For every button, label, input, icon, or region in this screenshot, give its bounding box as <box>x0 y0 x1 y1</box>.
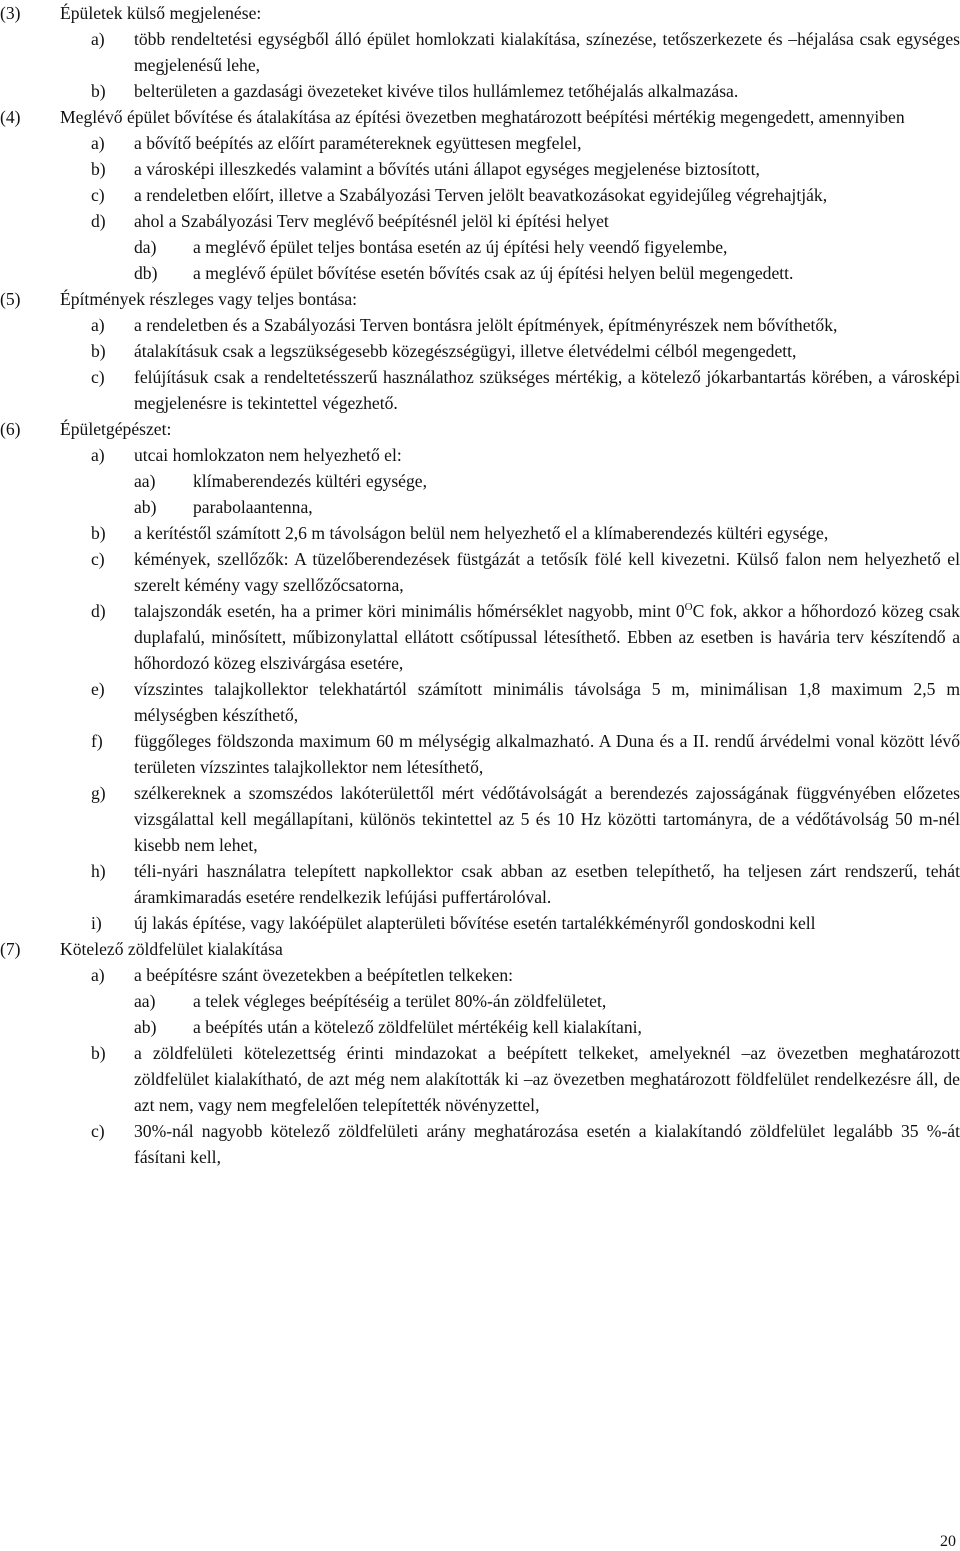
item-text: a rendeletben előírt, illetve a Szabályozási Terven jelölt beavatkozásokat egyidejűleg végrehajtják, <box>134 185 828 205</box>
section-number: (3) <box>0 3 21 23</box>
item-text: 30%-nál nagyobb kötelező zöldfelületi arány meghatározása esetén a kialakítandó zöldfelület legalább 35 %-át fásítani kell, <box>134 1121 960 1167</box>
sub-item-text: parabolaantenna, <box>193 497 313 517</box>
item-label: b) <box>91 159 106 179</box>
section-lead: Kötelező zöldfelület kialakítása <box>60 939 283 959</box>
list-item <box>0 156 960 182</box>
list-item <box>0 1118 960 1170</box>
item-text: a zöldfelületi kötelezettség érinti mindazokat a beépített telkeket, amelyeknél –az övezetben meghatározott zöldfelület kialakítható, de azt még nem alakították ki –az övezetben meghatározott földfelület rendelkezésre áll, de azt nem, vagy nem megfelelően telepítették növényzettel, <box>134 1043 960 1115</box>
sub-item-label: da) <box>134 237 157 257</box>
item-text: kémények, szellőzők: A tüzelőberendezések füstgázát a tetősík fölé kell kivezetni. Külső falon nem helyezhető el szerelt kémény vagy szellőzőcsatorna, <box>134 549 960 595</box>
item-text: a városképi illeszkedés valamint a bővítés utáni állapot egységes megjelenése biztosított, <box>134 159 760 179</box>
list-item <box>0 78 960 104</box>
section-6 <box>0 416 960 936</box>
list-item <box>0 780 960 858</box>
item-label: b) <box>91 523 106 543</box>
sub-item-label: ab) <box>134 497 157 517</box>
item-label: e) <box>91 679 105 699</box>
item-text-part: C fok, akkor a hőhordozó közeg csak duplafalú, minősített, műbizonylattal ellátott csőtípussal létesíthető. Ebben az esetben is havária terv készítendő a hőhordozó közeg elszivárgása esetére, <box>134 601 960 673</box>
item-label: b) <box>91 1043 106 1063</box>
sub-item-text: a meglévő épület teljes bontása esetén az új építési hely veendő figyelembe, <box>193 237 728 257</box>
list-item <box>0 676 960 728</box>
section-number: (5) <box>0 289 21 309</box>
item-label: i) <box>91 913 102 933</box>
item-label: a) <box>91 445 105 465</box>
item-text: szélkereknek a szomszédos lakóterülettől mért védőtávolságát a berendezés zajosságának függvényében előzetes vizsgálattal kell megállapítani, különös tekintettel az 5 és 10 Hz közötti tartományra, de a védőtávolság 50 m-nél kisebb nem lehet, <box>134 783 960 855</box>
item-label: h) <box>91 861 106 881</box>
sub-item-text: klímaberendezés kültéri egysége, <box>193 471 427 491</box>
item-label: b) <box>91 341 106 361</box>
item-label: d) <box>91 601 106 621</box>
item-text: a kerítéstől számított 2,6 m távolságon belül nem helyezhető el a klímaberendezés kültéri egysége, <box>134 523 829 543</box>
item-label: a) <box>91 315 105 335</box>
list-item <box>0 598 960 676</box>
sub-item-label: ab) <box>134 1017 157 1037</box>
list-item <box>0 130 960 156</box>
sub-item-text: a meglévő épület bővítése esetén bővítés csak az új építési helyen belül megengedett. <box>193 263 794 283</box>
section-lead: Épületek külső megjelenése: <box>60 3 262 23</box>
item-text: a beépítésre szánt övezetekben a beépítetlen telkeken: <box>134 965 514 985</box>
item-label: a) <box>91 133 105 153</box>
list-item <box>0 364 960 416</box>
item-text: belterületen a gazdasági övezeteket kivéve tilos hullámlemez tetőhéjalás alkalmazása. <box>134 81 739 101</box>
list-item <box>0 962 960 988</box>
sub-list-item <box>0 494 960 520</box>
item-text: vízszintes talajkollektor telekhatártól számított minimális távolsága 5 m, minimálisan 1,8 maximum 2,5 m mélységben készíthető, <box>134 679 960 725</box>
list-item <box>0 858 960 910</box>
item-label: a) <box>91 965 105 985</box>
sub-item-text: a telek végleges beépítéséig a terület 80%-án zöldfelületet, <box>193 991 607 1011</box>
item-label: d) <box>91 211 106 231</box>
sub-list-item <box>0 1014 960 1040</box>
page-number: 20 <box>940 1533 956 1550</box>
item-text: felújításuk csak a rendeltetésszerű használathoz szükséges mértékig, a kötelező jókarbantartás körében, a városképi megjelenésre is tekintettel végezhető. <box>134 367 960 413</box>
list-item <box>0 442 960 468</box>
list-item <box>0 1040 960 1118</box>
list-item <box>0 338 960 364</box>
item-label: f) <box>91 731 103 751</box>
list-item <box>0 546 960 598</box>
item-label: b) <box>91 81 106 101</box>
list-item <box>0 26 960 78</box>
sub-list-item <box>0 468 960 494</box>
section-3 <box>0 0 960 104</box>
section-lead: Építmények részleges vagy teljes bontása: <box>60 289 358 309</box>
item-label: c) <box>91 549 105 569</box>
sub-list-item <box>0 234 960 260</box>
sub-item-label: aa) <box>134 991 156 1011</box>
list-item <box>0 728 960 780</box>
item-label: a) <box>91 29 105 49</box>
item-label: c) <box>91 367 105 387</box>
list-item <box>0 312 960 338</box>
list-item <box>0 208 960 234</box>
sub-item-text: a beépítés után a kötelező zöldfelület mértékéig kell kialakítani, <box>193 1017 642 1037</box>
item-text: átalakításuk csak a legszükségesebb közegészségügyi, illetve életvédelmi célból megengedett, <box>134 341 797 361</box>
sub-item-label: aa) <box>134 471 156 491</box>
item-text: ahol a Szabályozási Terv meglévő beépítésnél jelöl ki építési helyet <box>134 211 609 231</box>
list-item <box>0 520 960 546</box>
item-text: téli-nyári használatra telepített napkollektor csak abban az esetben telepíthető, ha teljesen zárt rendszerű, tehát áramkimaradás esetére rendelkezik lefújási puffertárolóval. <box>134 861 960 907</box>
list-item <box>0 910 960 936</box>
item-text: új lakás építése, vagy lakóépület alapterületi bővítése esetén tartalékkéményről gondoskodni kell <box>134 913 816 933</box>
list-item <box>0 182 960 208</box>
item-text: a rendeletben és a Szabályozási Terven bontásra jelölt építmények, építményrészek nem bővíthetők, <box>134 315 838 335</box>
section-number: (7) <box>0 939 21 959</box>
section-7 <box>0 936 960 1170</box>
section-5 <box>0 286 960 416</box>
item-text: utcai homlokzaton nem helyezhető el: <box>134 445 402 465</box>
section-lead: Meglévő épület bővítése és átalakítása az építési övezetben meghatározott beépítési mértékig megengedett, amennyiben <box>60 107 905 127</box>
item-label: c) <box>91 1121 105 1141</box>
item-text: függőleges földszonda maximum 60 m mélységig alkalmazható. A Duna és a II. rendű árvédelmi vonal között lévő területen vízszintes talajkollektor nem létesíthető, <box>134 731 960 777</box>
sub-list-item <box>0 988 960 1014</box>
item-text: több rendeltetési egységből álló épület homlokzati kialakítása, színezése, tetőszerkezete és –héjalása csak egységes megjelenésű lehe, <box>134 29 960 75</box>
item-text: a bővítő beépítés az előírt paramétereknek együttesen megfelel, <box>134 133 582 153</box>
superscript: O <box>684 601 693 614</box>
section-4 <box>0 104 960 286</box>
item-label: g) <box>91 783 106 803</box>
item-text <box>134 598 960 676</box>
item-text-part: talajszondák esetén, ha a primer köri minimális hőmérséklet nagyobb, mint 0 <box>134 601 685 621</box>
section-number: (6) <box>0 419 21 439</box>
sub-item-label: db) <box>134 263 158 283</box>
section-lead: Épületgépészet: <box>60 419 172 439</box>
section-number: (4) <box>0 107 21 127</box>
item-label: c) <box>91 185 105 205</box>
sub-list-item <box>0 260 960 286</box>
